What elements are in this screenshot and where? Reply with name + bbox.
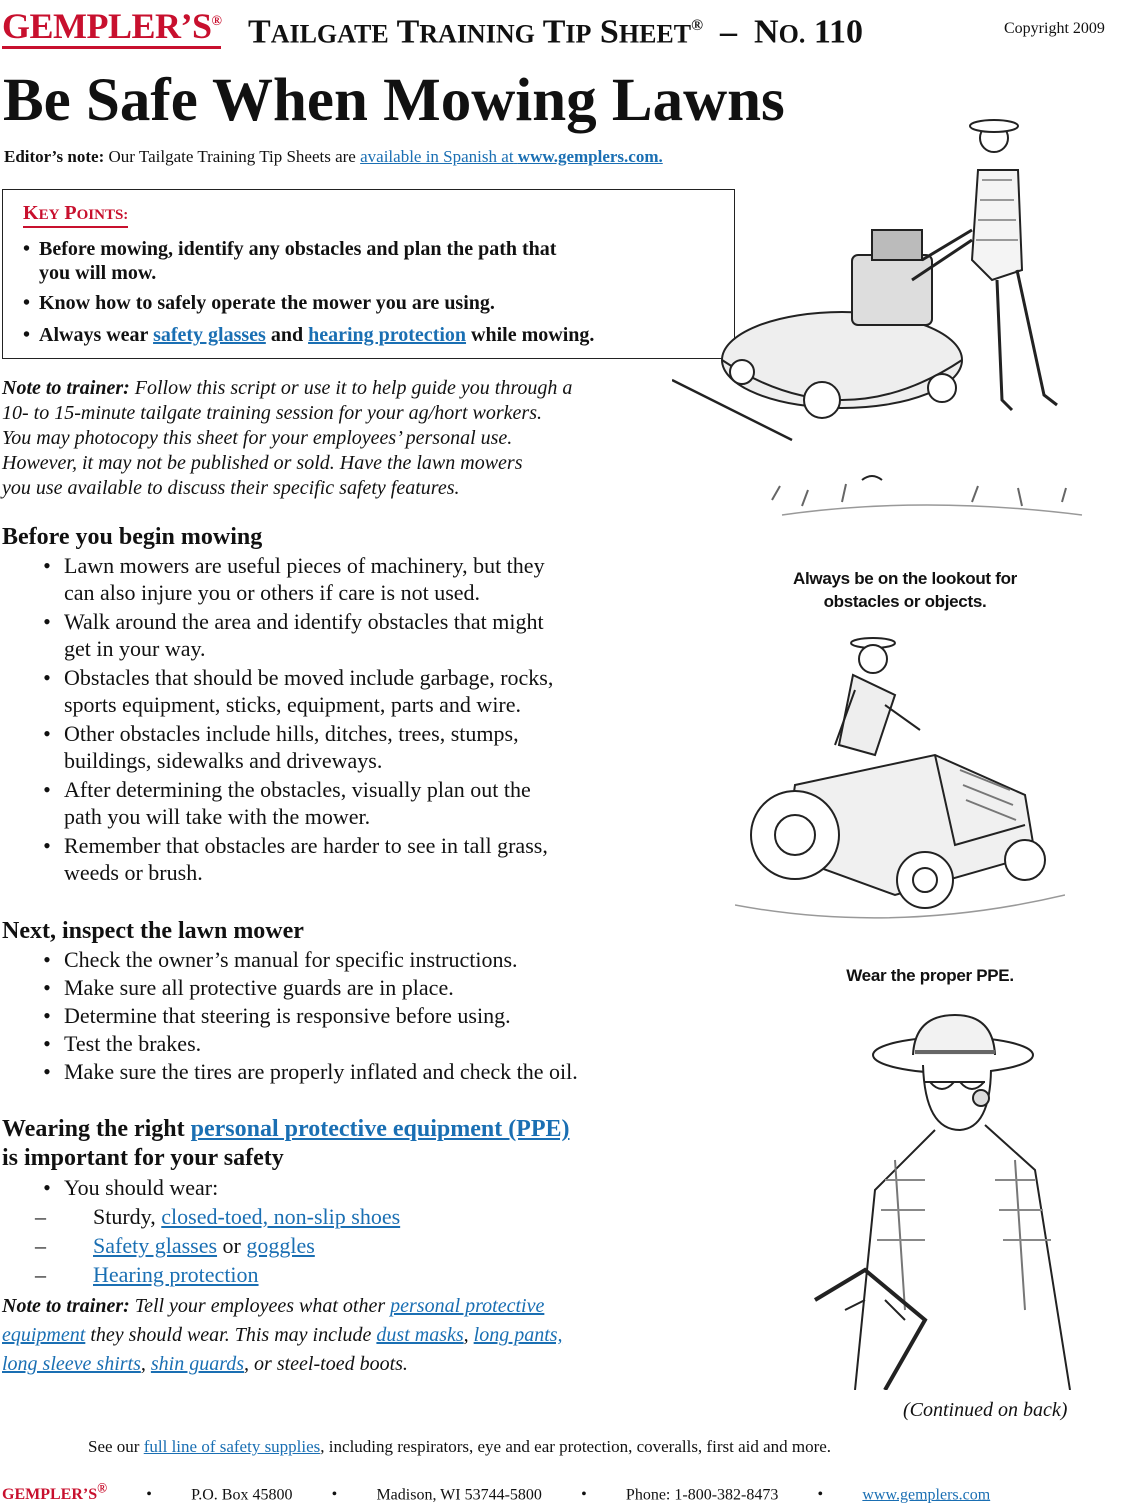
trainer-note: Note to trainer: Follow this script or use it to help guide you through a 10- to 15-minute tailgate training session for your ag/hort workers. You may photocopy this sheet for your employees’ personal use. However, it may not be published or sold. Have the lawn mowers you use available to discuss their specific safety features. [2, 377, 573, 499]
worker-ppe-illustration [785, 1010, 1075, 1390]
safety-glasses-link[interactable]: safety glasses [153, 324, 266, 346]
safety-supplies-link[interactable]: full line of safety supplies [143, 1437, 321, 1456]
list-item: • You should wear: [43, 1175, 219, 1200]
shin-guards-link[interactable]: shin guards [150, 1353, 245, 1375]
list-item: • Check the owner’s manual for specific instructions. [43, 947, 518, 972]
safety-glasses-link-2[interactable]: Safety glasses [93, 1233, 218, 1258]
footer-po-box: P.O. Box 45800 [191, 1486, 293, 1504]
key-point: • Before mowing, identify any obstacles and plan the path that you will mow. [23, 238, 557, 284]
push-mower-illustration [672, 110, 1092, 530]
list-item: • Make sure the tires are properly inflated and check the oil. [43, 1059, 578, 1084]
series-title: TAILGATE TRAINING TIP SHEET® – NO. 110 [248, 13, 863, 51]
key-point: • Know how to safely operate the mower you are using. [23, 292, 495, 314]
footer: GEMPLER’S® • P.O. Box 45800 • Madison, WI 53744-5800 • Phone: 1-800-382-8473 • www.gemplers.com [2, 1481, 991, 1504]
list-item: • Obstacles that should be moved include garbage, rocks, sports equipment, sticks, equipment, parts and wire. [43, 665, 554, 717]
editor-note: Editor’s note: Our Tailgate Training Tip Sheets are available in Spanish at www.gemplers.com. [4, 147, 663, 166]
hearing-protection-link-2[interactable]: Hearing protection [93, 1262, 259, 1287]
footer-brand: GEMPLER’S® [2, 1481, 108, 1504]
key-points-box [2, 189, 735, 359]
footer-phone: Phone: 1-800-382-8473 [625, 1486, 779, 1504]
section-heading: Wearing the right personal protective equipment (PPE) [2, 1116, 570, 1142]
list-item: • Remember that obstacles are harder to see in tall grass, weeds or brush. [43, 833, 548, 885]
list-item: • After determining the obstacles, visually plan out the path you will take with the mower. [43, 777, 531, 829]
key-point: • Always wear safety glasses and hearing protection while mowing. [23, 324, 595, 346]
spanish-link[interactable]: available in Spanish at www.gemplers.com. [360, 147, 663, 166]
list-item: • Test the brakes. [43, 1031, 202, 1056]
footer-website-link[interactable]: www.gemplers.com [862, 1486, 991, 1504]
goggles-link[interactable]: goggles [246, 1233, 315, 1258]
section-heading: is important for your safety [2, 1145, 284, 1171]
list-item: • Make sure all protective guards are in place. [43, 975, 454, 1000]
list-item: • Walk around the area and identify obstacles that might get in your way. [43, 609, 544, 661]
list-item: • Other obstacles include hills, ditches, trees, stumps, buildings, sidewalks and driveways. [43, 721, 519, 773]
see-our-line: See our full line of safety supplies, including respirators, eye and ear protection, coveralls, first aid and more. [88, 1437, 832, 1456]
list-item: – Safety glasses or goggles [35, 1233, 315, 1258]
dust-masks-link[interactable]: dust masks [376, 1324, 464, 1346]
page-title: Be Safe When Mowing Lawns [3, 67, 785, 134]
list-item: • Lawn mowers are useful pieces of machinery, but they can also injure you or others if care is not used. [43, 553, 545, 605]
gemplers-logo: GEMPLER’S® [2, 4, 221, 49]
long-sleeve-link[interactable]: long sleeve shirts [2, 1353, 141, 1375]
footer-city: Madison, WI 53744-5800 [376, 1486, 542, 1504]
copyright: Copyright 2009 [1004, 20, 1105, 37]
key-points-heading: KEY POINTS: [23, 202, 128, 228]
list-item: – Sturdy, closed-toed, non-slip shoes [35, 1204, 401, 1229]
caption-obstacles: Always be on the lookout for obstacles or objects. [793, 569, 1017, 611]
section-heading: Before you begin mowing [2, 524, 263, 550]
trainer-note-2: Note to trainer: Tell your employees what other personal protective equipment they should wear. This may include dust masks, long pants, long sleeve shirts, shin guards, or steel-toed boots. [2, 1295, 563, 1375]
hearing-protection-link[interactable]: hearing protection [308, 324, 467, 346]
list-item: • Determine that steering is responsive before using. [43, 1003, 511, 1028]
shoes-link[interactable]: closed-toed, non-slip shoes [161, 1204, 401, 1229]
section-heading: Next, inspect the lawn mower [2, 918, 304, 944]
ppe-link-2b[interactable]: equipment [2, 1324, 86, 1346]
list-item: – Hearing protection [35, 1262, 259, 1287]
ppe-link-2[interactable]: personal protective [390, 1295, 545, 1317]
continued-note: (Continued on back) [903, 1399, 1068, 1421]
riding-mower-illustration [735, 635, 1065, 935]
long-pants-link[interactable]: long pants, [473, 1324, 563, 1346]
caption-ppe: Wear the proper PPE. [846, 966, 1014, 985]
ppe-link[interactable]: personal protective equipment (PPE) [190, 1116, 570, 1142]
